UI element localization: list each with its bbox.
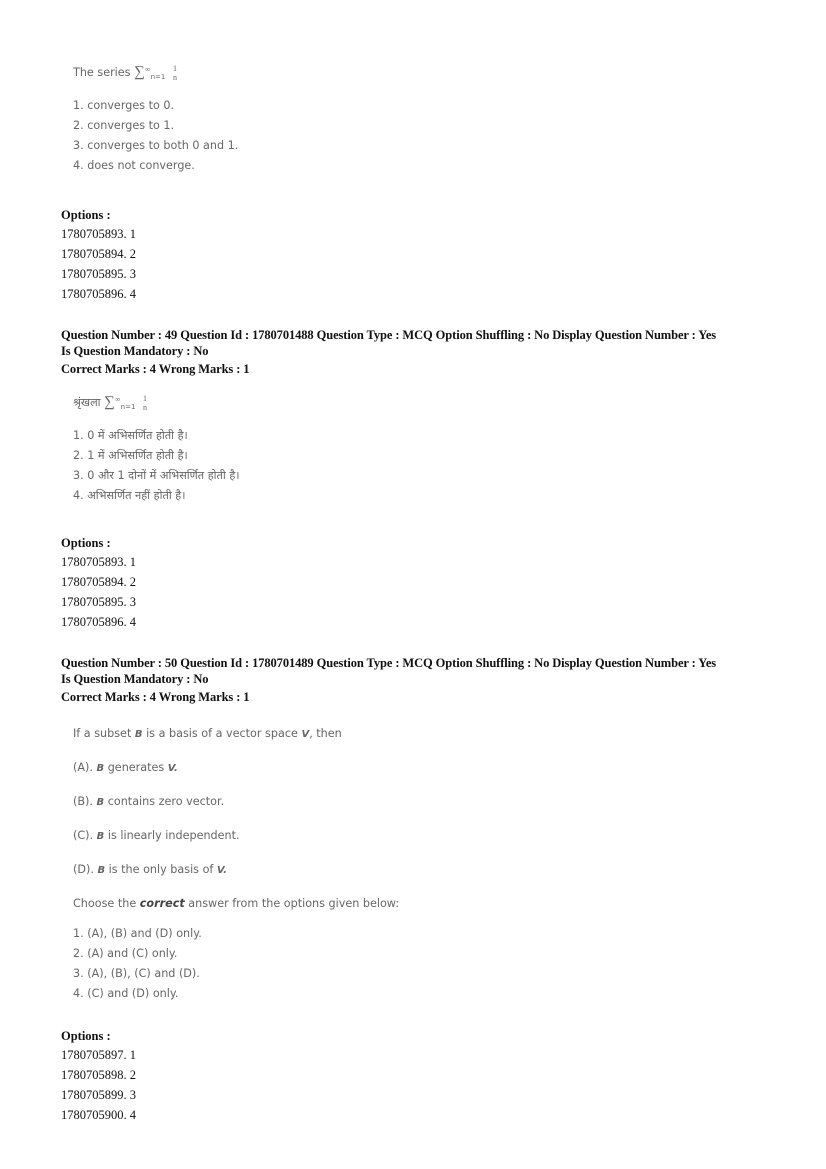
option-item: 1780705897. 1 [61, 1048, 136, 1062]
options-label: Options : [61, 1029, 111, 1043]
fraction [173, 64, 177, 82]
choice: 4. (C) and (D) only. [73, 987, 179, 1000]
statement-label: (D). [73, 863, 94, 876]
choice: 4. अभिसर्णित नहीं होती है। [73, 489, 186, 502]
var-b: B [134, 729, 143, 740]
option-item: 1780705893. 1 [61, 555, 136, 569]
var-v: V [301, 729, 310, 740]
question-49-header [61, 328, 716, 378]
sum-lower: n=1 [150, 73, 166, 82]
option-item: 1780705896. 4 [61, 287, 136, 301]
stem-text: The series [73, 66, 131, 79]
header-line: Is Question Mandatory : No [61, 343, 209, 358]
statement [73, 853, 399, 887]
stem-text: is a basis of a vector space [146, 727, 298, 740]
instruction-bold: correct [139, 897, 185, 910]
instruction [73, 887, 399, 920]
sum-upper: ∞ [144, 65, 151, 74]
option-item: 1780705900. 4 [61, 1108, 136, 1122]
option-item: 1780705893. 1 [61, 227, 136, 241]
choice: 1. 0 में अभिसर्णित होती है। [73, 429, 188, 442]
statement-text: is the only basis of [108, 863, 214, 876]
choice: 3. 0 और 1 दोनों में अभिसर्णित होती है। [73, 469, 240, 482]
stem-text: If a subset [73, 727, 132, 740]
header-line: Correct Marks : 4 Wrong Marks : 1 [61, 362, 250, 376]
instruction-text: answer from the options given below: [188, 897, 400, 910]
stem-text: श्रृंखला [73, 396, 101, 409]
header-line: Is Question Mandatory : No [61, 671, 209, 686]
choice: 3. (A), (B), (C) and (D). [73, 967, 200, 980]
header-line: Correct Marks : 4 Wrong Marks : 1 [61, 690, 250, 704]
choice: 1. (A), (B) and (D) only. [73, 927, 202, 940]
question-50-image [73, 717, 399, 1004]
statement-text: generates [107, 761, 165, 774]
q49-options [61, 534, 136, 632]
sum-lower: n=1 [120, 403, 136, 412]
option-item: 1780705898. 2 [61, 1068, 136, 1082]
question-49-image [73, 394, 240, 506]
header-line: Question Number : 50 Question Id : 1780701489 Question Type : MCQ Option Shuffling : No Display Question Number : Yes [61, 656, 717, 670]
choice: 1. converges to 0. [73, 99, 175, 112]
statement [73, 785, 399, 819]
var-b: B [97, 865, 106, 876]
options-label: Options : [61, 536, 111, 550]
statement-text: contains zero vector. [107, 795, 225, 808]
var-b: B [96, 763, 105, 774]
statement [73, 751, 399, 785]
fraction [143, 394, 147, 412]
q48-options [61, 206, 136, 304]
statement-end: V. [216, 865, 227, 876]
question-50-header [61, 656, 716, 706]
sum-symbol: ∑ [134, 64, 145, 80]
stem-text: , then [309, 727, 342, 740]
choice: 2. 1 में अभिसर्णित होती है। [73, 449, 188, 462]
sum-upper: ∞ [114, 395, 121, 404]
question-49-stem [73, 394, 240, 412]
statement-label: (C). [73, 829, 94, 842]
option-item: 1780705894. 2 [61, 247, 136, 261]
choice: 2. converges to 1. [73, 119, 175, 132]
statement-label: (B). [73, 795, 93, 808]
var-b: B [96, 797, 105, 808]
question-50-stem [73, 717, 399, 751]
choice: 3. converges to both 0 and 1. [73, 139, 239, 152]
statement-text: is linearly independent. [107, 829, 240, 842]
option-item: 1780705896. 4 [61, 615, 136, 629]
var-b: B [96, 831, 105, 842]
sum-symbol: ∑ [104, 394, 115, 410]
choice: 2. (A) and (C) only. [73, 947, 178, 960]
instruction-text: Choose the [73, 897, 137, 910]
statement [73, 819, 399, 853]
frac-num: 1 [172, 64, 177, 73]
option-item: 1780705895. 3 [61, 267, 136, 281]
q50-options [61, 1027, 136, 1125]
statement-end: V. [167, 763, 178, 774]
frac-num: 1 [143, 394, 147, 403]
question-48-stem [73, 64, 238, 82]
statement-label: (A). [73, 761, 93, 774]
frac-den: n [172, 73, 177, 82]
frac-den: n [143, 403, 147, 412]
question-48-image [73, 64, 238, 176]
options-label: Options : [61, 208, 111, 222]
choice: 4. does not converge. [73, 159, 195, 172]
option-item: 1780705899. 3 [61, 1088, 136, 1102]
option-item: 1780705895. 3 [61, 595, 136, 609]
header-line: Question Number : 49 Question Id : 1780701488 Question Type : MCQ Option Shuffling : No Display Question Number : Yes [61, 328, 717, 342]
option-item: 1780705894. 2 [61, 575, 136, 589]
